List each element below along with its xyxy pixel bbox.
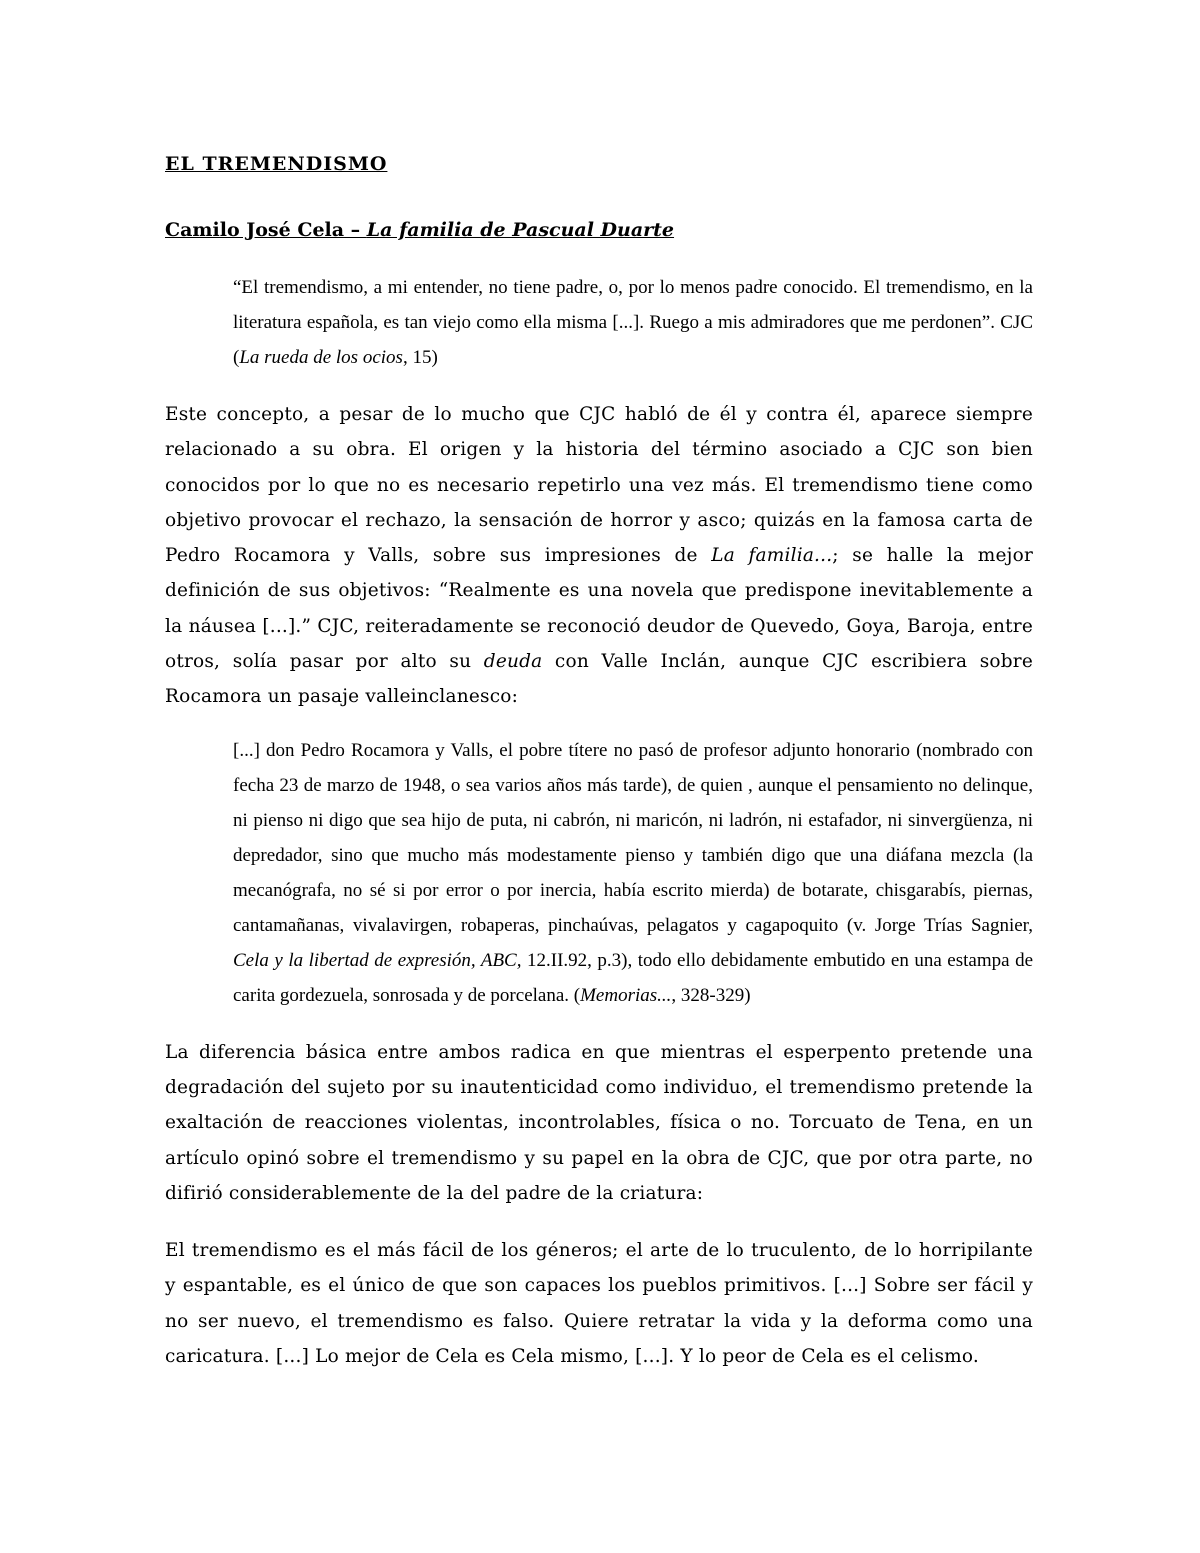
opening-quote-source: La rueda de los ocios [239, 347, 403, 368]
opening-quote [233, 270, 1033, 375]
rocamora-quote [233, 733, 1033, 1013]
rocamora-quote-italic1: Cela y la libertad de expresión, ABC, [233, 949, 522, 971]
paragraph-concept-part3: con Valle Inclán, aunque CJC escribiera sobre Rocamora un pasaje valleinclanesco: [165, 651, 1033, 708]
paragraph-concept-part1: Este concepto, a pesar de lo mucho que CJC habló de él y contra él, aparece siempre relacionado a su obra. El origen y la historia del término asociado a CJC son bien conocidos por lo que no es necesario repetirlo una vez más. El tremendismo tiene como objetivo provocar el rechazo, la sensación de horror y asco; quizás en la famosa carta de Pedro Rocamora y Valls, sobre sus impresiones de [165, 404, 1033, 567]
paragraph-tena-quote: El tremendismo es el más fácil de los géneros; el arte de lo truculento, de lo horripilante y espantable, es el único de que son capaces los pueblos primitivos. [...] Sobre ser fácil y no ser nuevo, el tremendismo es falso. Quiere retratar la vida y la deforma como una caricatura. [...] Lo mejor de Cela es Cela mismo, [...]. Y lo peor de Cela es el celismo. [165, 1240, 1033, 1368]
opening-quote-source-rest: , 15) [402, 347, 438, 368]
paragraph-concept-italic2: deuda [483, 651, 543, 673]
rocamora-quote-part2: 12.II.92, p.3), todo ello debidamente embutido en una estampa de carita gordezuela, sonrosada y de porcelana. ( [233, 949, 1034, 1006]
paragraph-concept [165, 397, 1033, 715]
subtitle-work: La familia de Pascual Duarte [366, 219, 675, 241]
subtitle-author: Camilo José Cela – [165, 219, 367, 241]
document-subtitle [165, 214, 1033, 246]
rocamora-quote-italic2: Memorias... [580, 984, 672, 1006]
paragraph-concept-italic1: La familia... [711, 545, 833, 567]
document-page [165, 148, 1033, 1374]
paragraph-difference: La diferencia básica entre ambos radica en que mientras el esperpento pretende una degradación del sujeto por su inautenticidad como individuo, el tremendismo pretende la exaltación de reacciones violentas, incontrolables, física o no. Torcuato de Tena, en un artículo opinó sobre el tremendismo y su papel en la obra de CJC, que por otra parte, no difirió considerablemente de la del padre de la criatura: [165, 1041, 1033, 1204]
rocamora-quote-part1: [...] don Pedro Rocamora y Valls, el pobre títere no pasó de profesor adjunto honorario (nombrado con fecha 23 de marzo de 1948, o sea varios años más tarde), de quien , aunque el pensamiento no delinque, ni pienso ni digo que sea hijo de puta, ni cabrón, ni maricón, ni ladrón, ni estafador, ni sinvergüenza, ni depredador, sino que mucho más modestamente pienso y también digo que una diáfana mezcla (la mecanógrafa, no sé si por error o por inercia, había escrito mierda) de botarate, chisgarabís, piernas, cantamañanas, vivalavirgen, robaperas, pinchaúvas, pelagatos y cagapoquito (v. Jorge Trías Sagnier, [233, 739, 1033, 936]
opening-quote-text: “El tremendismo, a mi entender, no tiene padre, o, por lo menos padre conocido. El tremendismo, en la literatura española, es tan viejo como ella misma [...]. Ruego a mis admiradores que me perdonen”. CJC ( [233, 277, 1033, 368]
paragraph-concept-part2: ; se halle la mejor definición de sus objetivos: “Realmente es una novela que predispone inevitablemente a la náusea [...].” CJC, reiteradamente se reconoció deudor de Quevedo, Goya, Baroja, entre otros, solía pasar por alto su [165, 545, 1033, 673]
document-title: EL TREMENDISMO [165, 153, 388, 175]
rocamora-quote-part3: , 328-329) [671, 984, 751, 1006]
